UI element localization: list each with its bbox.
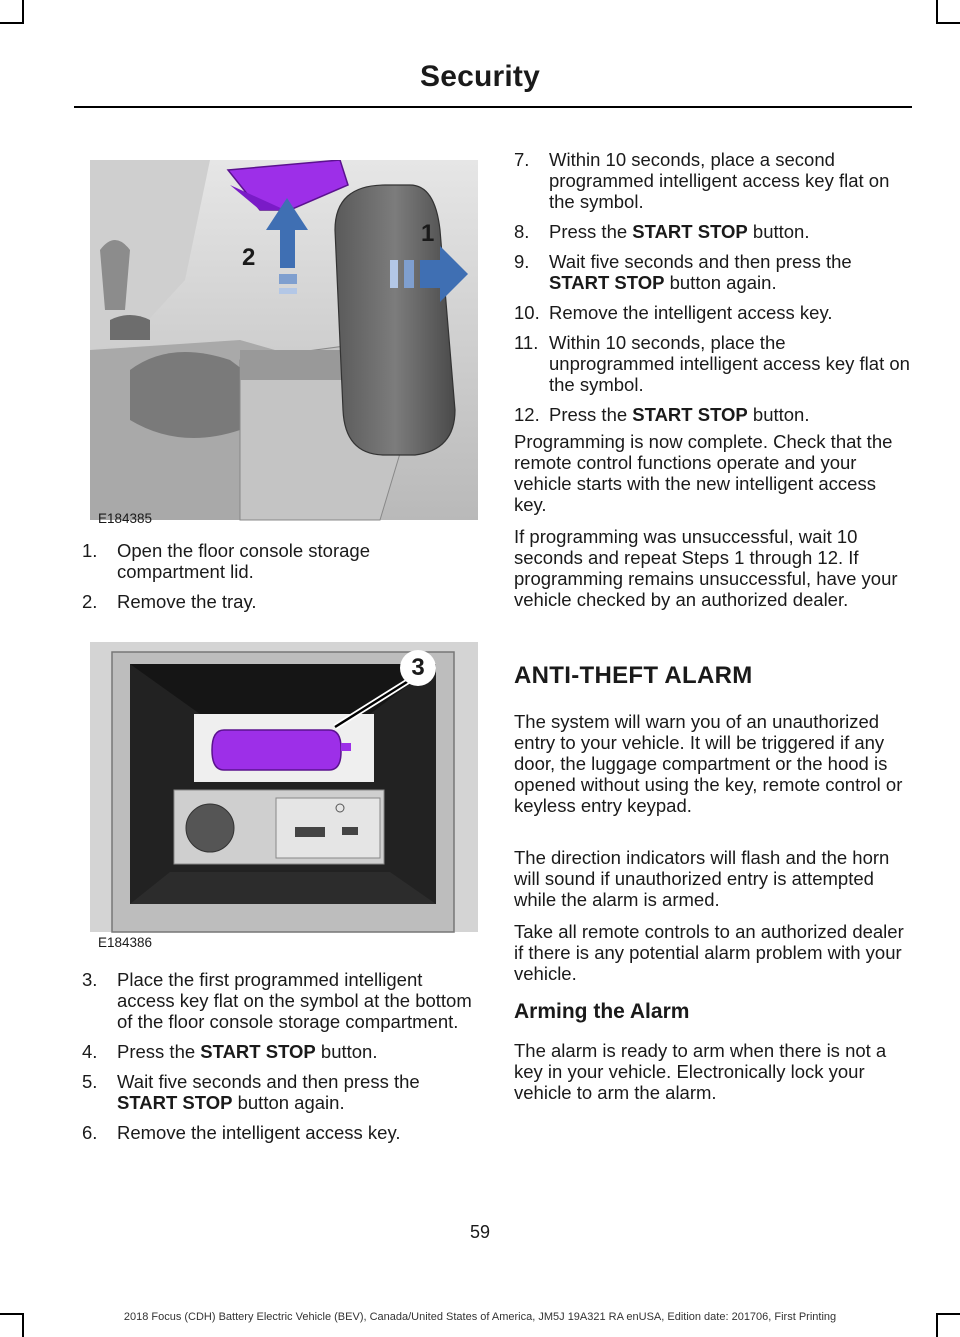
heading-anti-theft-alarm: ANTI-THEFT ALARM	[514, 662, 753, 689]
callout-1: 1	[421, 220, 435, 247]
footer-edition: 2018 Focus (CDH) Battery Electric Vehicle (BEV), Canada/United States of America, JM5J 19A321 RA enUSA, Edition date: 201706, First Printing	[123, 1311, 837, 1323]
list-item: 4. Press the START STOP button.	[82, 1041, 378, 1062]
crop-mark	[936, 22, 960, 24]
crop-mark	[22, 0, 24, 24]
steps-list-1-2	[82, 540, 482, 621]
header-rule	[74, 106, 912, 108]
steps-list-3-6	[82, 969, 482, 1152]
figure-caption: E184386	[98, 935, 153, 950]
paragraph-unsuccessful: If programming was unsuccessful, wait 10 seconds and repeat Steps 1 through 12. If programming remains unsuccessful, have your vehicle checked by an authorized dealer.	[514, 526, 898, 610]
list-item: 10. Remove the intelligent access key.	[514, 302, 833, 323]
list-item: 9. Wait five seconds and then press the START STOP button again.	[514, 251, 852, 293]
paragraph-alarm-intro: The system will warn you of an unauthorized entry to your vehicle. It will be triggered if any door, the luggage compartment or the hood is opened without using the key, remote control or keyless entry keypad.	[514, 711, 903, 816]
list-item: 5. Wait five seconds and then press the START STOP button again.	[82, 1071, 420, 1113]
paragraph-alarm-dealer: Take all remote controls to an authorized dealer if there is any potential alarm problem with your vehicle.	[514, 921, 904, 984]
page-title: Security	[420, 60, 540, 93]
callout-3: 3	[400, 650, 436, 686]
steps-list-7-12	[514, 149, 912, 434]
list-item: 11. Within 10 seconds, place the unprogrammed intelligent access key flat on the symbol.	[514, 332, 910, 395]
list-item: 8. Press the START STOP button.	[514, 221, 810, 242]
paragraph-arming: The alarm is ready to arm when there is not a key in your vehicle. Electronically lock your vehicle to arm the alarm.	[514, 1040, 887, 1103]
figure-storage-compartment	[90, 642, 478, 952]
paragraph-complete: Programming is now complete. Check that the remote control functions operate and your vehicle starts with the new intelligent access key.	[514, 431, 893, 515]
figure-caption: E184385	[98, 511, 153, 526]
list-item: 3. Place the first programmed intelligent access key flat on the symbol at the bottom of the floor console storage compartment.	[82, 969, 472, 1032]
list-item: 2. Remove the tray.	[82, 591, 257, 612]
heading-arming-the-alarm: Arming the Alarm	[514, 1000, 690, 1023]
page-number: 59	[469, 1222, 491, 1242]
crop-mark	[0, 22, 24, 24]
list-item: 7. Within 10 seconds, place a second programmed intelligent access key flat on the symbol.	[514, 149, 890, 212]
console-illustration	[90, 160, 478, 528]
figure-console-lid	[90, 160, 478, 528]
list-item: 12. Press the START STOP button.	[514, 404, 810, 425]
paragraph-alarm-flash: The direction indicators will flash and the horn will sound if unauthorized entry is attempted while the alarm is armed.	[514, 847, 890, 910]
list-item: 1. Open the floor console storage compartment lid.	[82, 540, 370, 582]
callout-2: 2	[242, 244, 256, 271]
list-item: 6. Remove the intelligent access key.	[82, 1122, 401, 1143]
crop-mark	[936, 0, 938, 24]
compartment-illustration	[90, 642, 478, 952]
